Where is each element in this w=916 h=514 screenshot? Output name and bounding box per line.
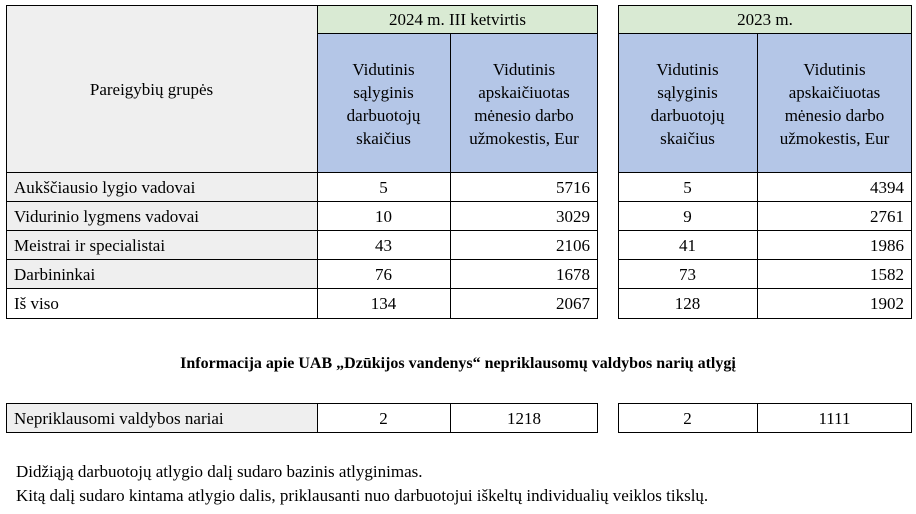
grid-line (618, 432, 912, 433)
grid-line (6, 5, 7, 319)
row-salary-2023: 4394 (870, 178, 904, 197)
row-salary-2023: 1986 (870, 236, 904, 255)
note-line-2: Kitą dalį sudaro kintama atlygio dalis, priklausanti nuo darbuotojui iškeltų individualių veiklos tikslų. (16, 486, 709, 505)
salary-header-2023: Vidutinis apskaičiuotas mėnesio darbo užmokestis, Eur (779, 59, 890, 148)
grid-line (317, 403, 318, 433)
board-table-2023 (618, 403, 912, 433)
grid-line (6, 288, 598, 289)
salary-table-2023 (618, 5, 912, 319)
salary-table-2024 (6, 5, 598, 319)
row-count-2023: 41 (679, 236, 696, 255)
board-row-label: Nepriklausomi valdybos nariai (14, 408, 224, 428)
salary-header-2024: Vidutinis apskaičiuotas mėnesio darbo užmokestis, Eur (469, 59, 579, 148)
grid-line (317, 33, 598, 34)
group-header: Pareigybių grupės (89, 79, 214, 99)
row-salary-2023: 2761 (870, 207, 904, 226)
grid-line (618, 318, 912, 319)
row-count-2024: 76 (375, 265, 392, 284)
board-count-2023: 2 (683, 408, 692, 428)
period-2023-header: 2023 m. (737, 10, 793, 29)
grid-line (317, 5, 318, 319)
board-count-2024: 2 (379, 408, 388, 428)
row-salary-2024: 5716 (556, 178, 590, 197)
grid-line (618, 403, 912, 404)
row-count-2023: 9 (683, 207, 692, 226)
grid-line (450, 33, 451, 319)
grid-line (618, 33, 912, 34)
grid-line (757, 403, 758, 433)
grid-line (6, 318, 598, 319)
total-salary-2023: 1902 (870, 294, 904, 313)
grid-line (6, 403, 7, 433)
grid-line (618, 288, 912, 289)
grid-line (6, 172, 598, 173)
board-salary-2023: 1111 (818, 408, 851, 428)
row-salary-2024: 3029 (556, 207, 590, 226)
total-count-2024: 134 (370, 294, 397, 313)
row-count-2024: 5 (379, 178, 388, 197)
total-row-label: Iš viso (14, 294, 59, 313)
row-salary-2024: 1678 (556, 265, 590, 284)
grid-line (450, 403, 451, 433)
grid-line (6, 201, 598, 202)
grid-line (597, 5, 598, 319)
grid-line (6, 432, 598, 433)
grid-line (618, 230, 912, 231)
grid-line (6, 403, 598, 404)
grid-line (618, 172, 912, 173)
total-salary-2024: 2067 (556, 294, 590, 313)
grid-line (618, 5, 619, 319)
row-salary-2024: 2106 (556, 236, 590, 255)
row-count-2024: 43 (375, 236, 392, 255)
grid-line (911, 403, 912, 433)
row-count-2023: 5 (683, 178, 692, 197)
grid-line (618, 403, 619, 433)
count-header-2024: Vidutinis sąlyginis darbuotojų skaičius (346, 59, 421, 148)
grid-line (6, 5, 598, 6)
grid-line (597, 403, 598, 433)
grid-line (6, 230, 598, 231)
total-count-2023: 128 (674, 294, 701, 313)
board-salary-2024: 1218 (507, 408, 541, 428)
grid-line (618, 5, 912, 6)
row-count-2023: 73 (679, 265, 696, 284)
grid-line (6, 259, 598, 260)
grid-line (911, 5, 912, 319)
count-header-2023: Vidutinis sąlyginis darbuotojų skaičius (650, 59, 725, 148)
board-section-title: Informacija apie UAB „Dzūkijos vandenys“ nepriklausomų valdybos narių atlygį (180, 355, 736, 372)
row-group-label: Meistrai ir specialistai (14, 236, 166, 255)
grid-line (757, 33, 758, 319)
note-line-1: Didžiąją darbuotojų atlygio dalį sudaro bazinis atlyginimas. (16, 462, 423, 481)
row-group-label: Darbininkai (14, 265, 96, 284)
grid-line (618, 259, 912, 260)
row-group-label: Aukščiausio lygio vadovai (14, 178, 196, 197)
period-2024-header: 2024 m. III ketvirtis (389, 10, 526, 29)
grid-line (618, 201, 912, 202)
board-table-2024 (6, 403, 598, 433)
row-salary-2023: 1582 (870, 265, 904, 284)
row-count-2024: 10 (375, 207, 392, 226)
row-group-label: Vidurinio lygmens vadovai (14, 207, 200, 226)
